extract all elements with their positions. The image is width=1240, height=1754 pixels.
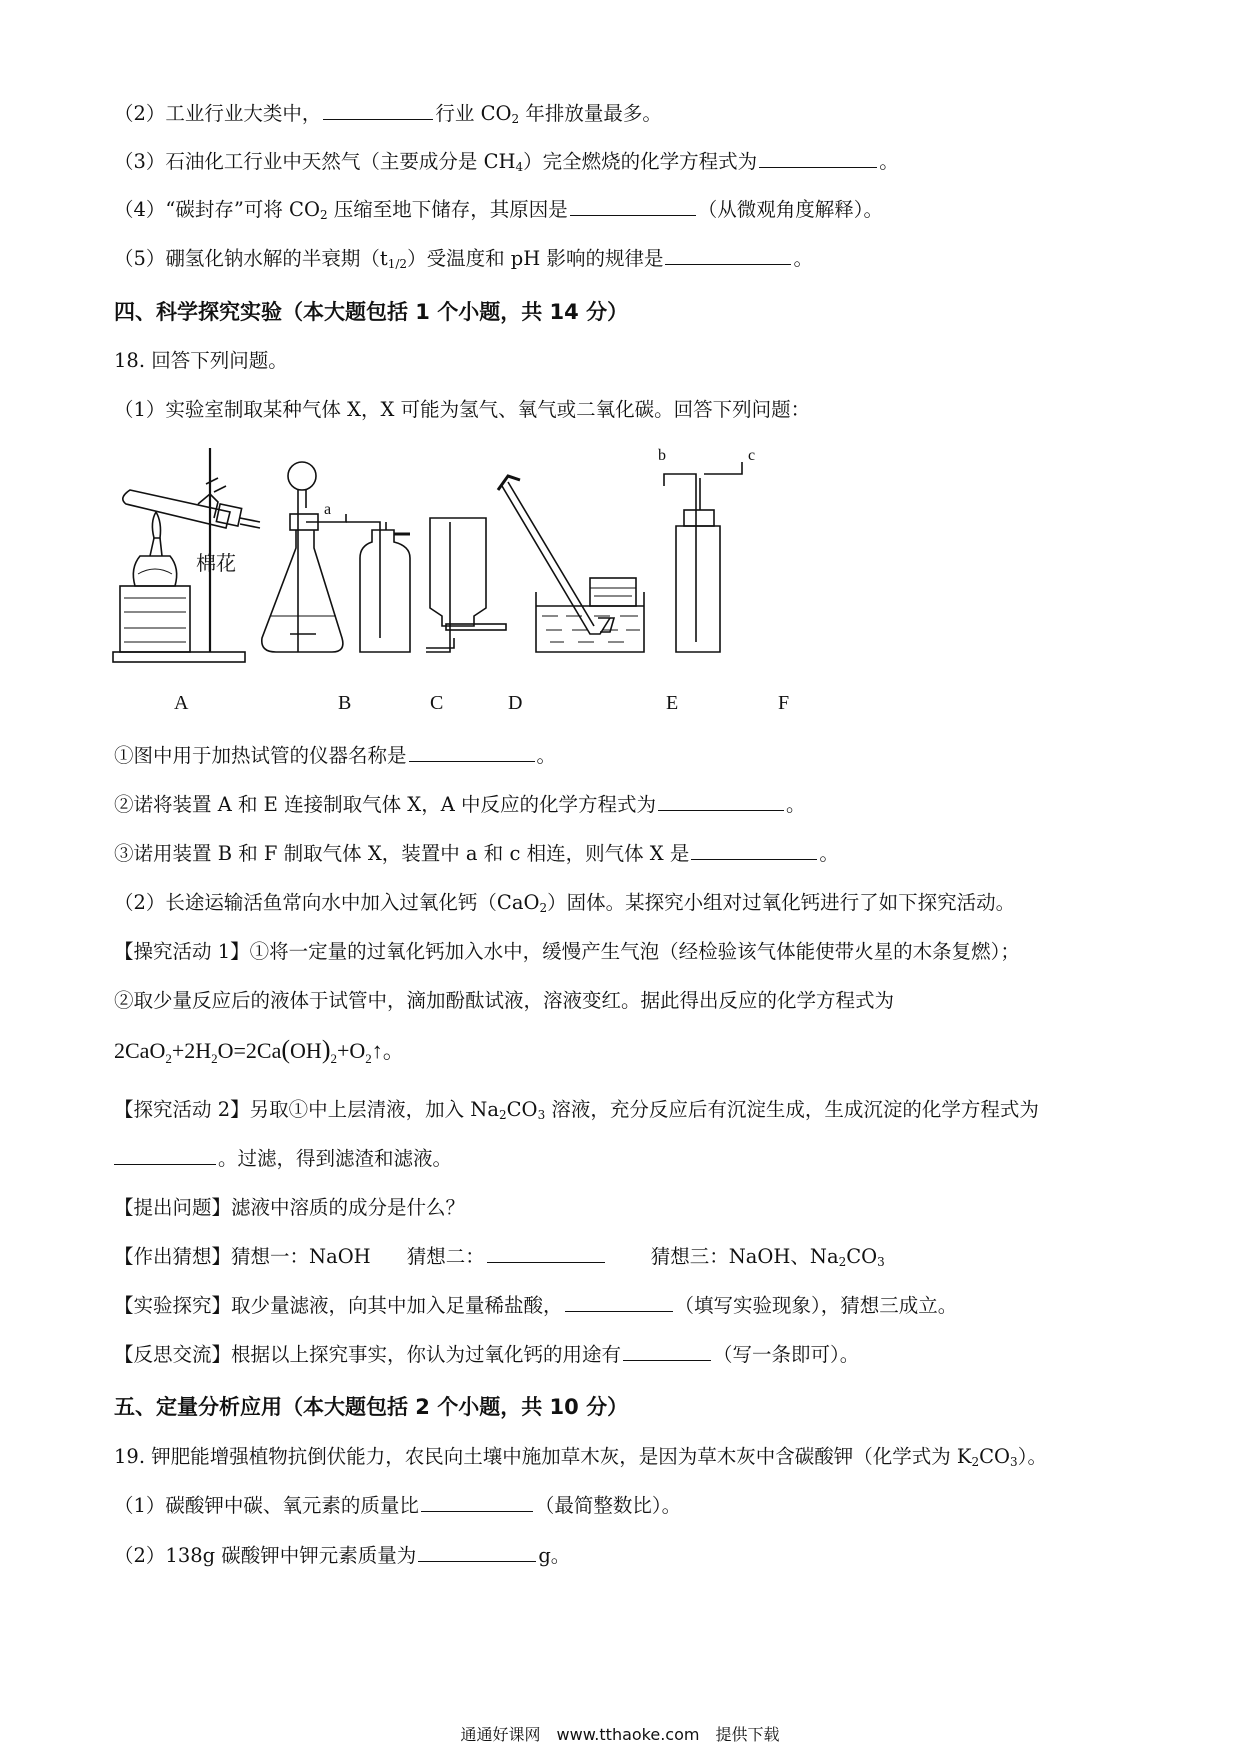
q19-part2: [114, 1540, 570, 1568]
q19-intro: [114, 1441, 1047, 1469]
section4-heading: 四、科学探究实验（本大题包括 1 个小题，共 14 分）: [114, 300, 629, 324]
q18-reflection-text: 【反思交流】根据以上探究事实，你认为过氧化钙的用途有: [114, 1343, 622, 1366]
subscript: 2: [330, 1051, 337, 1066]
label-b: b: [658, 447, 666, 464]
q18-activity1-step2: ②取少量反应后的液体于试管中，滴加酚酞试液，溶液变红。据此得出反应的化学方程式为: [114, 989, 895, 1012]
subscript: 2: [319, 208, 328, 222]
equation-part: 2CaO: [114, 1038, 166, 1063]
q18-activity2-text: 【探究活动 2】另取①中上层清液，加入 Na: [114, 1098, 499, 1121]
label-a: a: [324, 501, 332, 518]
q18-experiment: [114, 1290, 957, 1318]
equation-part: OH: [290, 1038, 322, 1063]
q17-part4-text: 压缩至地下储存，其原因是: [327, 198, 568, 221]
answer-blank[interactable]: [114, 1146, 216, 1165]
reaction-equation: [114, 1034, 405, 1065]
answer-blank[interactable]: [658, 792, 784, 811]
guess-one: 【作出猜想】猜想一：NaOH: [114, 1245, 371, 1268]
section5-heading: 五、定量分析应用（本大题包括 2 个小题，共 10 分）: [114, 1395, 629, 1419]
answer-blank[interactable]: [418, 1543, 536, 1562]
q17-part4-text: （4）“碳封存”可将 CO: [114, 198, 320, 221]
q17-part3: [114, 146, 899, 174]
q17-part2-text: 年排放量最多。: [519, 102, 662, 125]
subscript: 2: [365, 1051, 372, 1066]
q17-part3-text: （3）石油化工行业中天然气（主要成分是 CH: [114, 150, 516, 173]
apparatus-b: [262, 462, 346, 652]
q18-part2-text: （2）长途运输活鱼常向水中加入过氧化钙（CaO: [114, 891, 540, 914]
q17-part3-text: ）完全燃烧的化学方程式为: [523, 150, 758, 173]
equation-part: +2H: [171, 1038, 212, 1063]
apparatus-d: [426, 518, 506, 652]
guess-three: 猜想三：NaOH、Na: [650, 1245, 839, 1268]
q17-part5-text: ）受温度和 pH 影响的规律是: [407, 247, 664, 270]
q17-part2-text: 行业 CO: [435, 102, 512, 125]
equation-part: ): [321, 1035, 331, 1064]
equation-part: O=2Ca: [217, 1038, 282, 1063]
q18-sub3-text: 。: [819, 842, 839, 865]
figure-label-c: C: [430, 692, 444, 714]
subscript: 3: [877, 1255, 885, 1269]
answer-blank[interactable]: [487, 1244, 605, 1263]
answer-blank[interactable]: [565, 1293, 673, 1312]
q18-activity2-text: 溶液，充分反应后有沉淀生成，生成沉淀的化学方程式为: [545, 1098, 1039, 1121]
apparatus-f: [664, 462, 742, 652]
q19-part2-text: （2）138g 碳酸钾中钾元素质量为: [114, 1544, 417, 1567]
subscript: 2: [511, 112, 520, 126]
answer-blank[interactable]: [421, 1493, 533, 1512]
q18-part1: （1）实验室制取某种气体 X，X 可能为氢气、氧气或二氧化碳。回答下列问题：: [114, 398, 811, 421]
subscript: 2: [838, 1255, 847, 1269]
equation-part: ↑: [371, 1038, 383, 1063]
subscript: 4: [515, 160, 524, 174]
q18-sub2-text: 。: [785, 793, 806, 816]
answer-blank[interactable]: [691, 841, 817, 860]
figure-label-a: A: [174, 692, 189, 714]
q17-part5: [114, 243, 813, 271]
q18-part2-text: ）固体。某探究小组对过氧化钙进行了如下探究活动。: [547, 891, 1016, 914]
apparatus-a: [113, 448, 260, 662]
q18-part2: [114, 887, 1015, 915]
q19-part1-text: （1）碳酸钾中碳、氧元素的质量比: [114, 1494, 419, 1517]
apparatus-e: [498, 476, 644, 652]
q18-guesses: [114, 1241, 885, 1269]
equation-part: +O: [336, 1038, 366, 1063]
answer-blank[interactable]: [623, 1342, 711, 1361]
answer-blank[interactable]: [570, 197, 696, 216]
subscript: 3: [537, 1108, 546, 1122]
figure-label-b: B: [338, 692, 352, 714]
q18-sub3-text: ③诺用装置 B 和 F 制取气体 X，装置中 a 和 c 相连，则气体 X 是: [114, 842, 690, 865]
subscript: 2: [539, 901, 548, 915]
q18-reflection: [114, 1339, 859, 1367]
answer-blank[interactable]: [665, 246, 791, 265]
figure-label-d: D: [508, 692, 523, 714]
figure-label-e: E: [666, 692, 679, 714]
subscript: 2: [499, 1108, 507, 1122]
guess-three: CO: [846, 1245, 878, 1268]
subscript: 3: [1010, 1455, 1018, 1469]
q18-intro: 18. 回答下列问题。: [114, 349, 288, 372]
q19-intro-text: ）。: [1017, 1445, 1047, 1468]
subscript: 1/2: [387, 257, 408, 271]
q18-activity1: 【操究活动 1】①将一定量的过氧化钙加入水中，缓慢产生气泡（经检验该气体能使带火星的木条复燃）；: [114, 940, 1020, 963]
q18-activity2-text: CO: [506, 1098, 538, 1121]
q18-activity2: [114, 1094, 1039, 1122]
figure-label-f: F: [778, 692, 790, 714]
answer-blank[interactable]: [759, 149, 877, 168]
q19-part1-text: （最简整数比）。: [534, 1494, 682, 1517]
q17-part5-text: （5）硼氢化钠水解的半衰期（t: [114, 247, 388, 270]
q19-part2-text: g。: [538, 1544, 571, 1567]
q17-part4: [114, 194, 883, 222]
equation-part: (: [281, 1035, 291, 1064]
q17-part5-text: 。: [793, 247, 813, 270]
equation-part: 。: [382, 1038, 405, 1063]
q19-intro-text: CO: [979, 1445, 1011, 1468]
cotton-label: 棉花: [196, 551, 236, 575]
q18-sub2: [114, 789, 806, 817]
guess-two: 猜想二：: [406, 1245, 485, 1268]
q18-activity2-text: 。过滤，得到滤渣和滤液。: [218, 1147, 453, 1170]
q18-sub2-text: ②诺将装置 A 和 E 连接制取气体 X，A 中反应的化学方程式为: [114, 793, 656, 816]
q18-sub1-text: ①图中用于加热试管的仪器名称是: [114, 744, 407, 767]
subscript: 2: [211, 1051, 218, 1066]
q18-sub1-text: 。: [536, 744, 557, 767]
q17-part2: [114, 98, 662, 126]
subscript: 2: [971, 1455, 980, 1469]
page-footer: 通通好课网 www.tthaoke.com 提供下载: [460, 1725, 780, 1744]
label-c: c: [748, 447, 756, 464]
q18-activity2-cont: [114, 1143, 452, 1171]
answer-blank[interactable]: [323, 101, 433, 120]
q18-experiment-text: 【实验探究】取少量滤液，向其中加入足量稀盐酸，: [114, 1294, 563, 1317]
q18-sub1: [114, 740, 556, 768]
q19-intro-text: 19. 钾肥能增强植物抗倒伏能力，农民向土壤中施加草木灰，是因为草木灰中含碳酸钾（化学式为 K: [114, 1445, 972, 1468]
subscript: 2: [165, 1051, 172, 1066]
apparatus-figure: [110, 438, 870, 718]
q18-sub3: [114, 838, 839, 866]
q18-question: 【提出问题】滤液中溶质的成分是什么？: [114, 1196, 466, 1219]
apparatus-c: [346, 522, 410, 652]
q17-part2-text: （2）工业行业大类中，: [114, 102, 322, 125]
q18-reflection-text: （写一条即可）。: [713, 1343, 860, 1366]
answer-blank[interactable]: [409, 743, 535, 762]
q18-experiment-text: （填写实验现象），猜想三成立。: [674, 1294, 958, 1317]
q17-part4-text: （从微观角度解释）。: [697, 198, 884, 221]
q19-part1: [114, 1490, 681, 1518]
q17-part3-text: 。: [879, 150, 899, 173]
